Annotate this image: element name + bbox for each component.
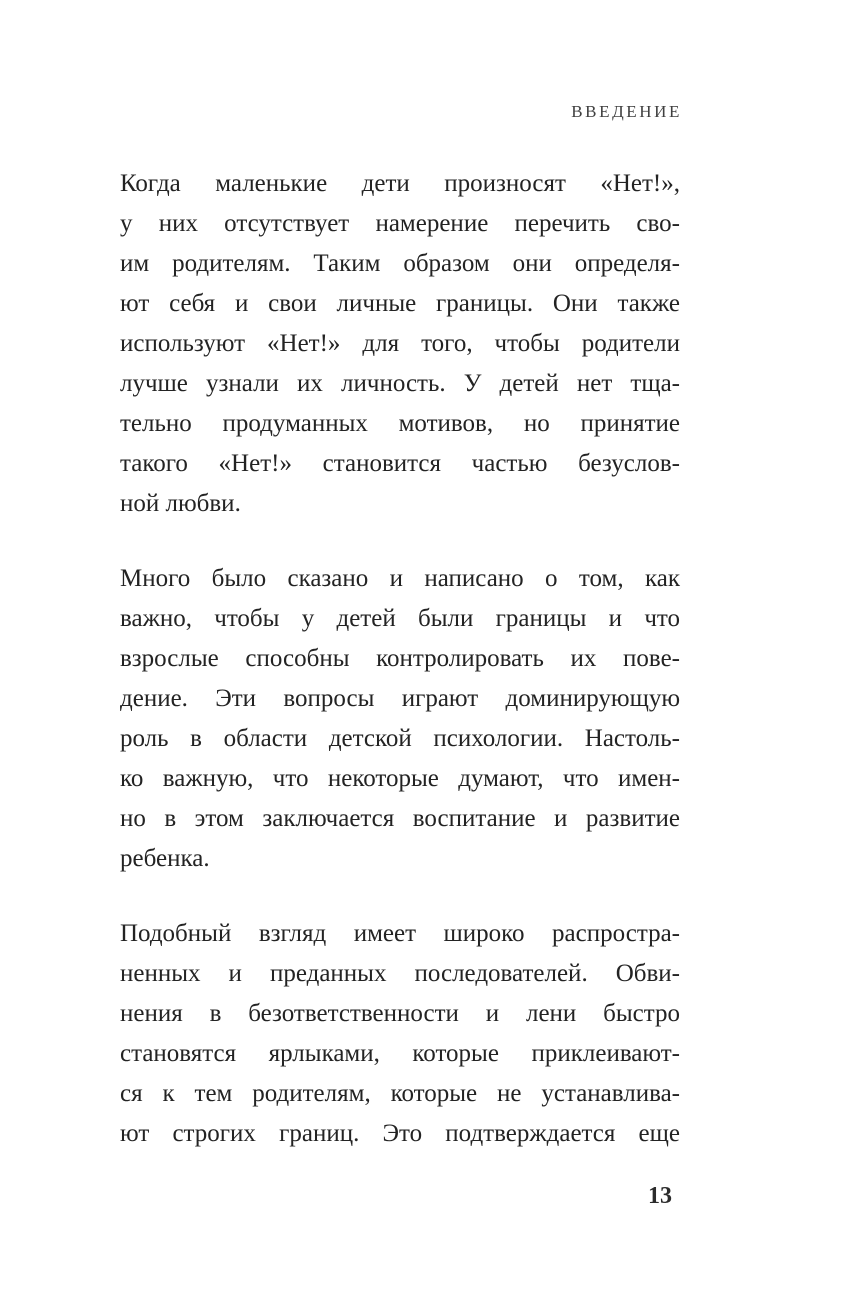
text-line: Подобный взгляд имеет широко распростра- [120,920,680,947]
text-line: им родителям. Таким образом они определя- [120,250,680,277]
text-line: нения в безответственности и лени быстро [120,1000,680,1027]
text-line: важно, чтобы у детей были границы и что [120,605,680,632]
running-header: ВВЕДЕНИЕ [571,102,682,121]
paragraph [120,164,680,524]
text-line: ной любви. [120,490,241,517]
text-line: Когда маленькие дети произносят «Нет!», [120,170,680,197]
text-line: но в этом заключается воспитание и развитие [120,805,680,832]
text-line: используют «Нет!» для того, чтобы родители [120,330,680,357]
text-line: тельно продуманных мотивов, но принятие [120,410,680,437]
body-text [120,164,680,1189]
text-line: ют себя и свои личные границы. Они также [120,290,680,317]
text-line: взрослые способны контролировать их пове- [120,645,680,672]
text-line: ся к тем родителям, которые не устанавлива- [120,1080,680,1107]
text-line: ют строгих границ. Это подтверждается еще [120,1120,680,1147]
text-line: ненных и преданных последователей. Обви- [120,960,680,987]
text-line: дение. Эти вопросы играют доминирующую [120,685,680,712]
text-line: у них отсутствует намерение перечить сво- [120,210,680,237]
text-line: ребенка. [120,845,210,872]
page-number: 13 [648,1183,672,1209]
text-line: ко важную, что некоторые думают, что имен- [120,765,680,792]
text-line: роль в области детской психологии. Настоль- [120,725,680,752]
paragraph [120,914,680,1154]
text-line: становятся ярлыками, которые приклеивают- [120,1040,680,1067]
text-line: лучше узнали их личность. У детей нет тща- [120,370,680,397]
paragraph [120,559,680,879]
text-line: Много было сказано и написано о том, как [120,565,680,592]
text-line: такого «Нет!» становится частью безуслов- [120,450,680,477]
